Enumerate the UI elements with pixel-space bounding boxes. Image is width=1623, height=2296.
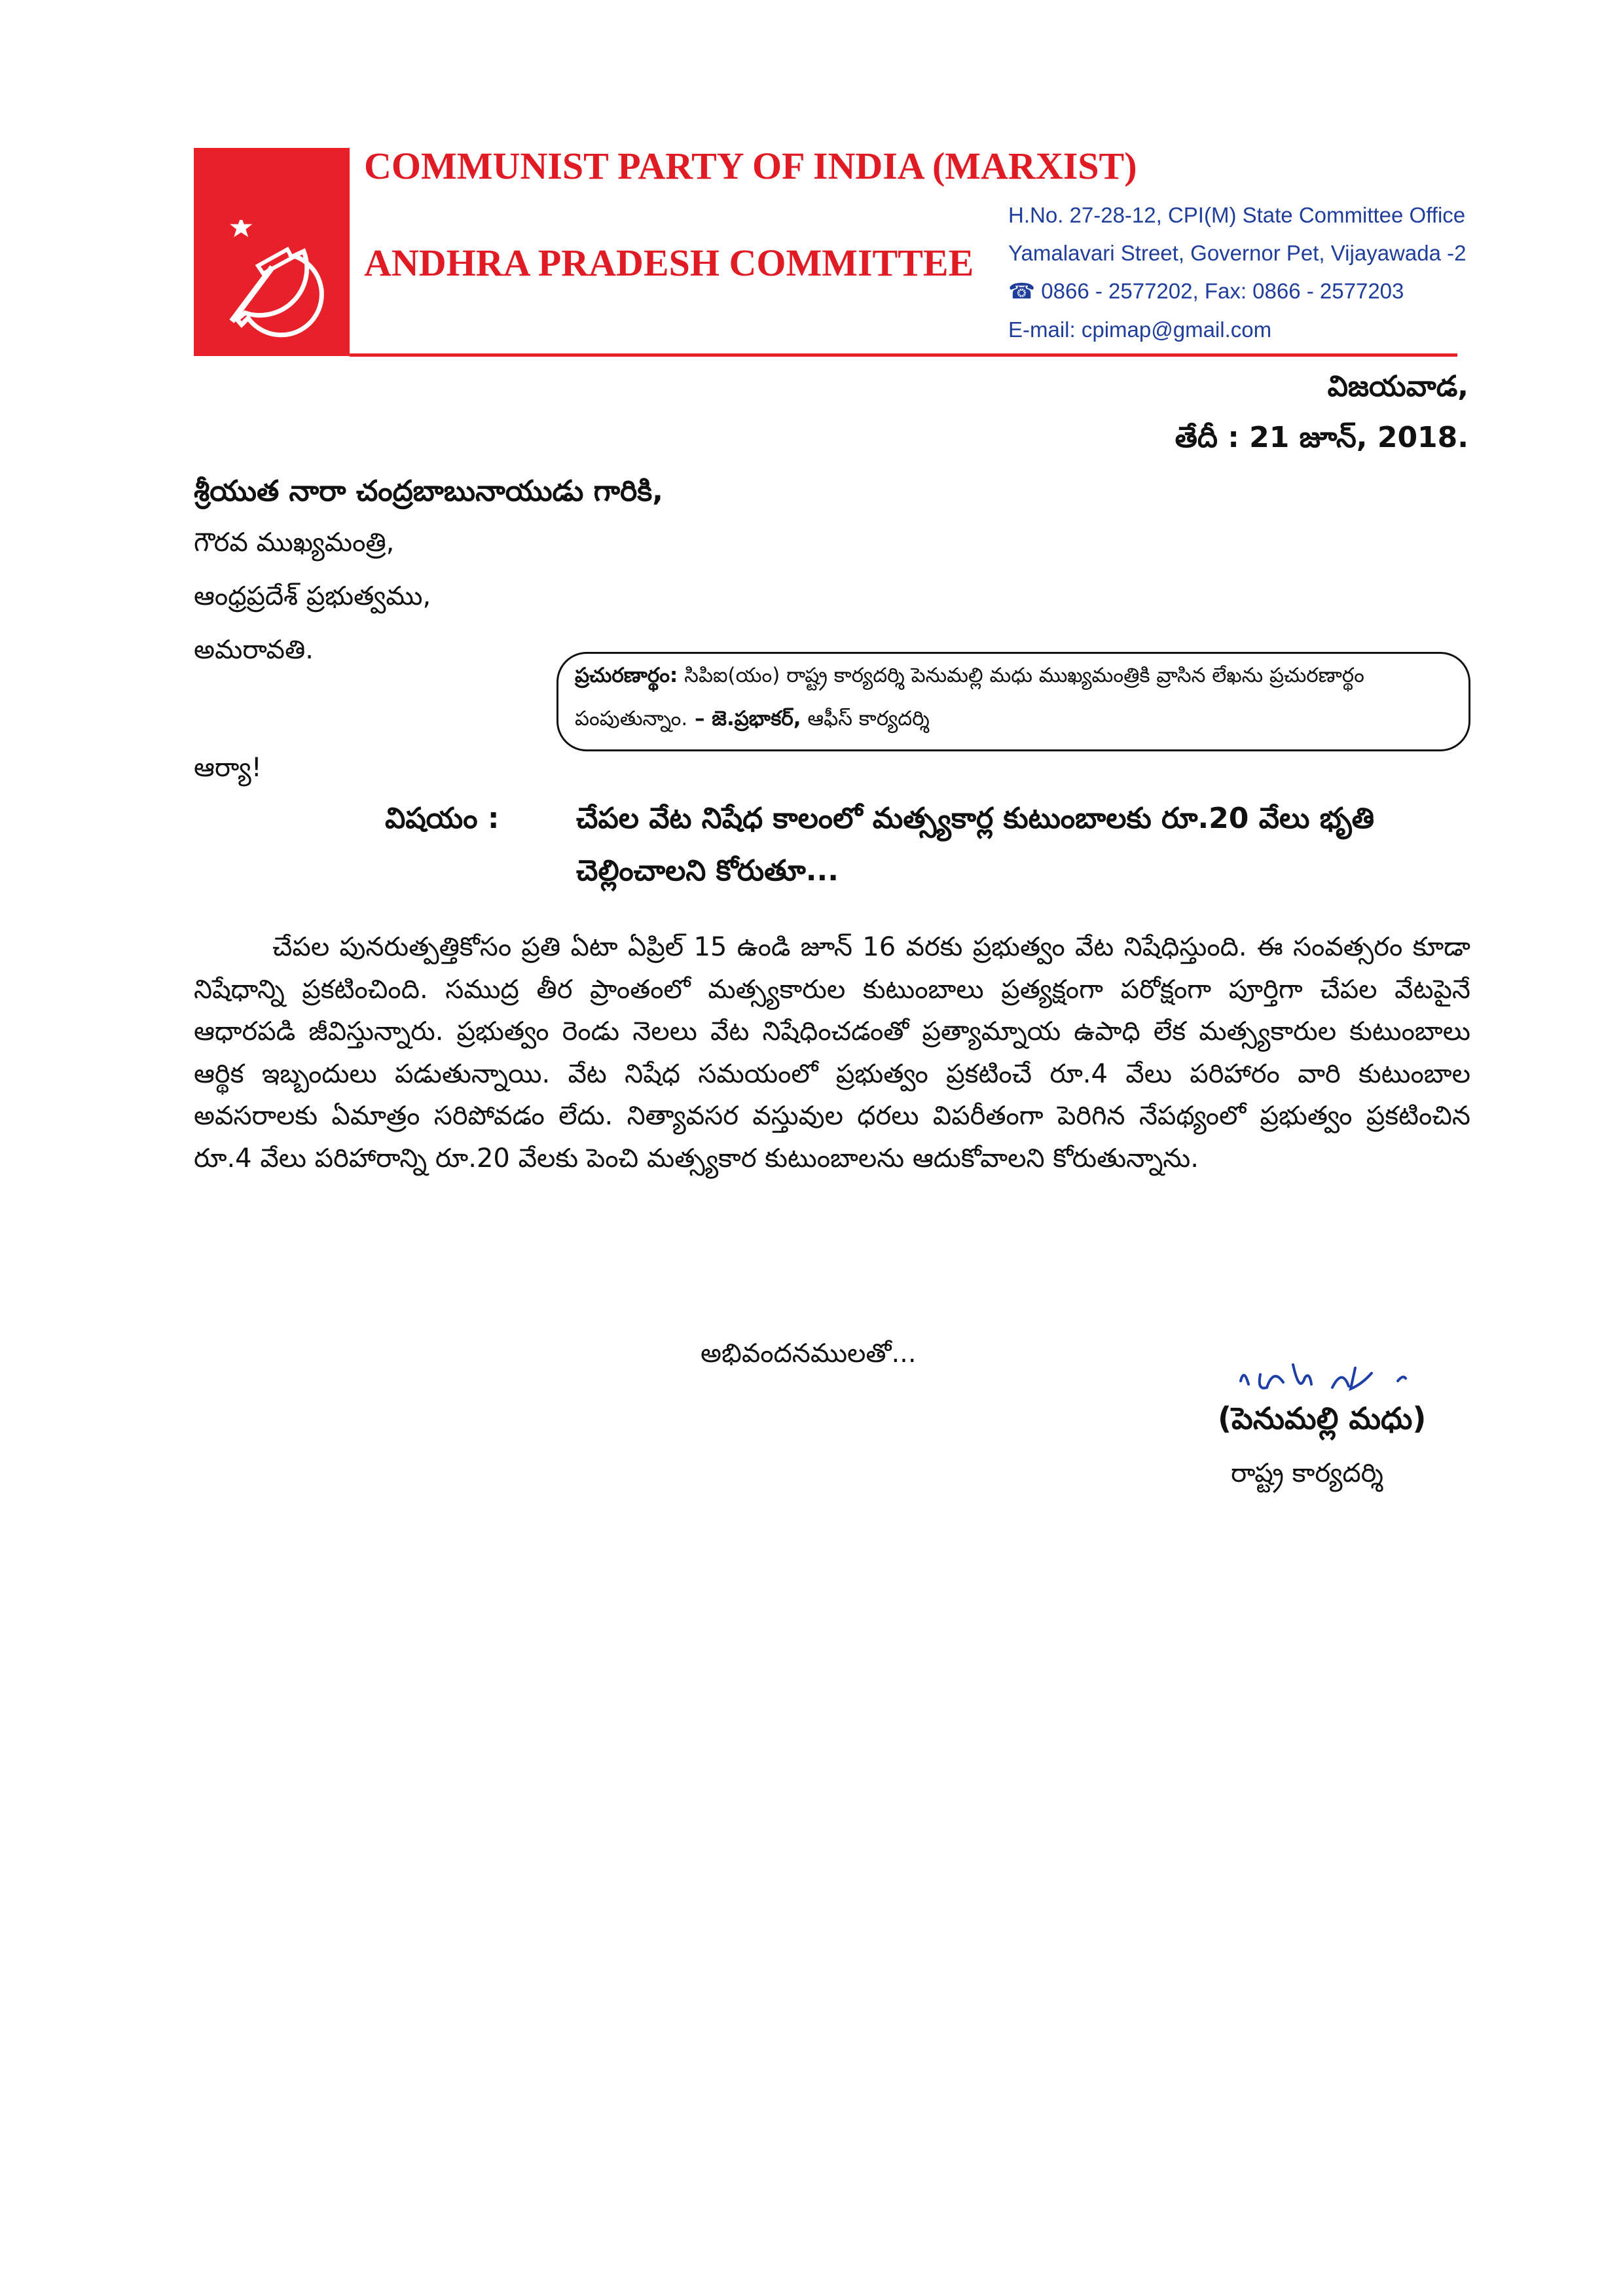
address-line: H.No. 27-28-12, CPI(M) State Committee Office bbox=[1008, 203, 1466, 227]
press-note-text: పంపుతున్నాం. bbox=[575, 707, 688, 730]
closing: అభివందనములతో... bbox=[701, 1338, 917, 1369]
committee-name: ANDHRA PRADESH COMMITTEE bbox=[364, 242, 974, 284]
subject-label: విషయం : bbox=[385, 802, 500, 835]
press-note-sender-role: ఆఫీస్ కార్యదర్శి bbox=[801, 707, 930, 730]
recipient-designation: గౌరవ ముఖ్యమంత్రి, bbox=[194, 528, 395, 558]
party-logo bbox=[194, 148, 350, 356]
signatory-name: (పెనుమల్లి మధు) bbox=[1218, 1401, 1427, 1436]
letter-place: విజయవాడ, bbox=[1327, 370, 1468, 403]
letter-body: చేపల పునరుత్పత్తికోసం ప్రతి ఏటా ఏప్రిల్ 15 ఉండి జూన్ 16 వరకు ప్రభుత్వం వేట నిషేధిస్తుంది. ఈ సంవత్సరం కూడా నిషేధాన్ని ప్రకటించింది. సముద్ర తీర ప్రాంతంలో మత్స్యకారుల కుటుంబాలు ప్రత్యక్షంగా పరోక్షంగా పూర్తిగా చేపల వేటపైనే ఆధారపడి జీవిస్తున్నారు. ప్రభుత్వం రెండు నెలలు వేట నిషేధించడంతో ప్రత్యామ్నాయ ఉపాధి లేక మత్స్యకారుల కుటుంబాలు ఆర్థిక ఇబ్బందులు పడుతున్నాయి. వేట నిషేధ సమయంలో ప్రభుత్వం ప్రకటించే రూ.4 వేలు పరిహారం వారి కుటుంబాల అవసరాలకు ఏమాత్రం సరిపోవడం లేదు. నిత్యావసర వస్తువుల ధరలు విపరీతంగా పెరిగిన నేపథ్యంలో ప్రభుత్వం ప్రకటించిన రూ.4 వేలు పరిహారాన్ని రూ.20 వేలకు పెంచి మత్స్యకార కుటుంబాలను ఆదుకోవాలని కోరుతున్నాను. bbox=[194, 932, 1470, 1174]
phone-fax-line: ☎ 0866 - 2577202, Fax: 0866 - 2577203 bbox=[1008, 279, 1404, 303]
recipient-organization: ఆంధ్రప్రదేశ్ ప్రభుత్వము, bbox=[194, 581, 431, 611]
recipient-name: శ్రీయుత నారా చంద్రబాబునాయుడు గారికి, bbox=[194, 475, 663, 508]
press-note-line bbox=[575, 707, 930, 735]
press-note-sender: – జె.ప్రభాకర్, bbox=[687, 707, 801, 730]
party-name: COMMUNIST PARTY OF INDIA (MARXIST) bbox=[364, 145, 1137, 187]
email-line: E-mail: cpimap@gmail.com bbox=[1008, 317, 1272, 342]
hammer-sickle-star-icon bbox=[212, 220, 337, 338]
letter-date: తేదీ : 21 జూన్, 2018. bbox=[1175, 421, 1468, 454]
header-divider bbox=[350, 353, 1457, 357]
subject-text: చేపల వేట నిషేధ కాలంలో మత్స్యకార్ల కుటుంబాలకు రూ.20 వేలు భృతి bbox=[576, 802, 1375, 835]
press-note-line bbox=[575, 664, 1364, 692]
recipient-city: అమరావతి. bbox=[194, 635, 314, 665]
signatory-title: రాష్ట్ర కార్యదర్శి bbox=[1231, 1458, 1384, 1488]
salutation: ఆర్యా! bbox=[194, 753, 262, 783]
press-note-text: సిపిఐ(యం) రాష్ట్ర కార్యదర్శి పెనుమల్లి మధు ముఖ్యమంత్రికి వ్రాసిన లేఖను ప్రచురణార్థం bbox=[678, 664, 1364, 687]
subject-text: చెల్లించాలని కోరుతూ... bbox=[576, 854, 839, 888]
address-line: Yamalavari Street, Governor Pet, Vijayawada -2 bbox=[1008, 241, 1467, 265]
press-note-label: ప్రచురణార్థం: bbox=[575, 664, 678, 687]
